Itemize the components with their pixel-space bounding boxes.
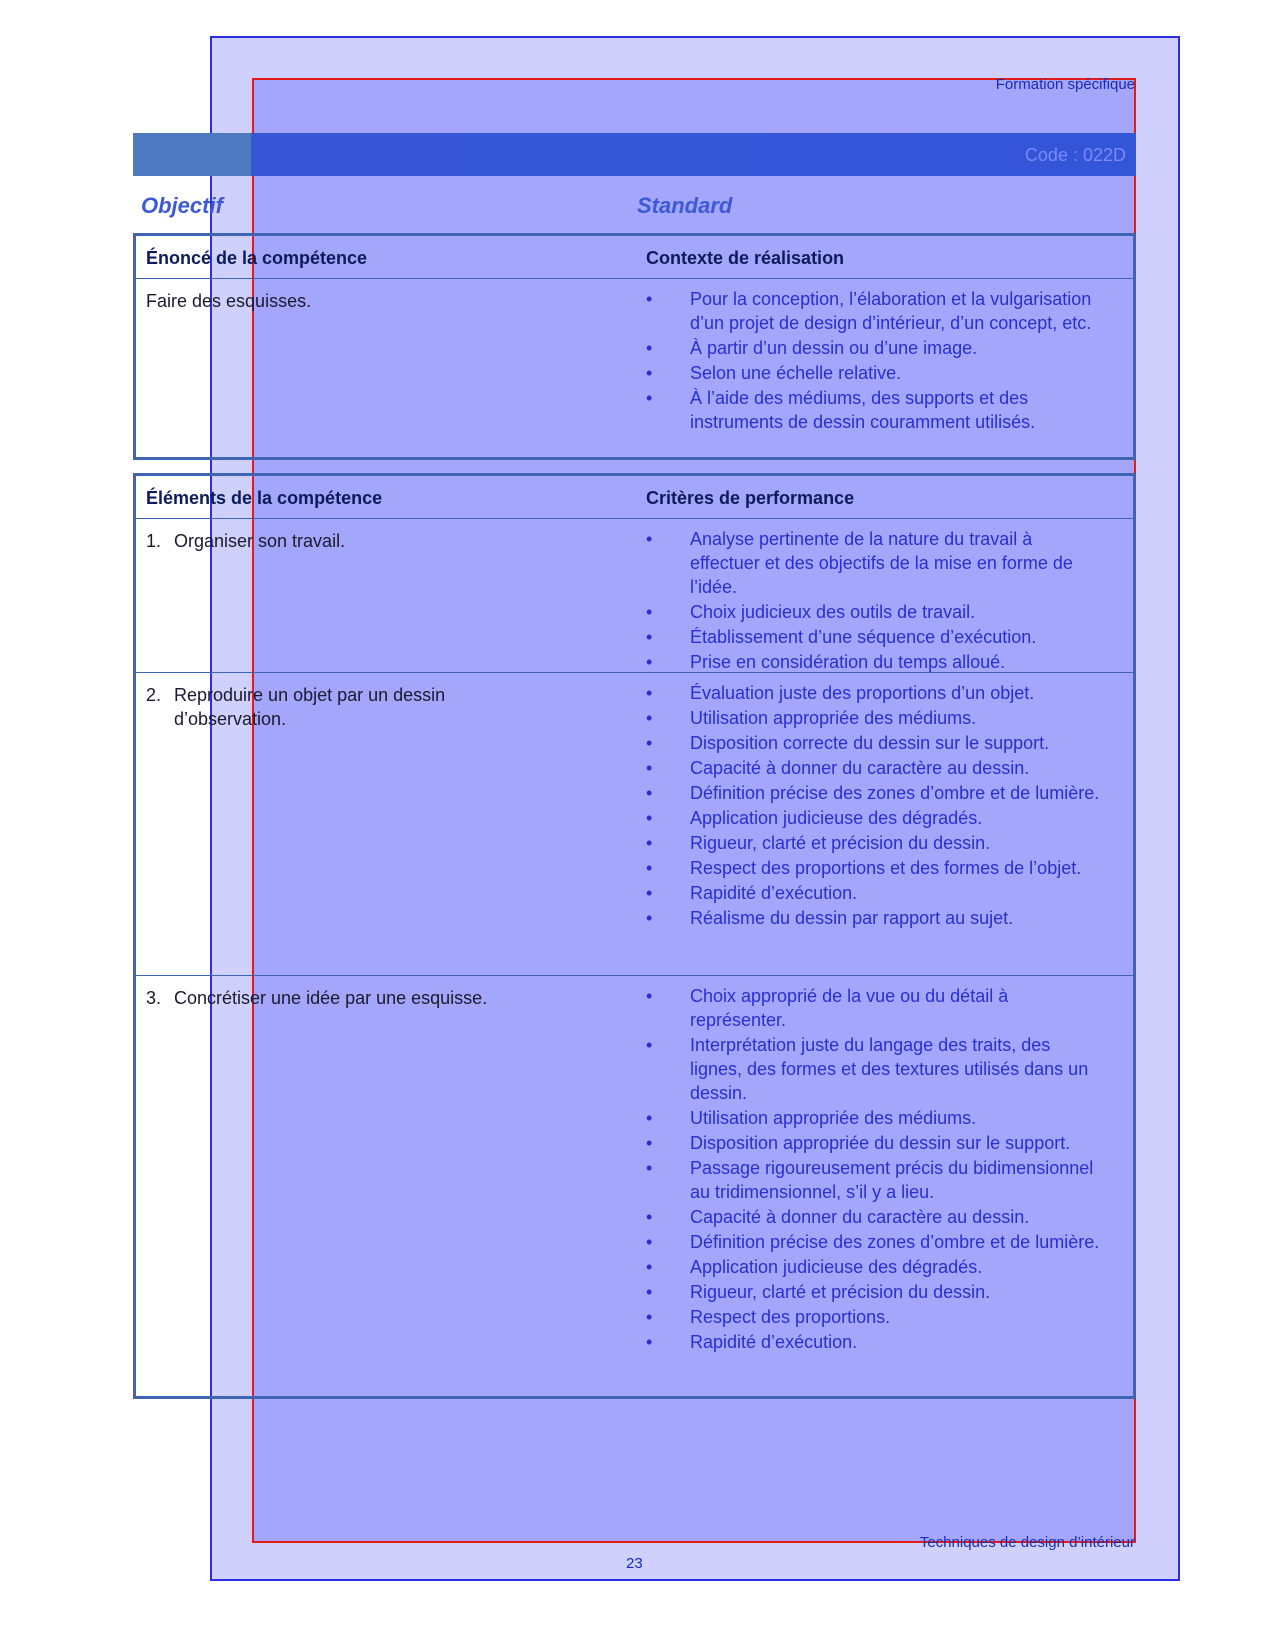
code-banner bbox=[133, 133, 1136, 176]
list-item: • Application judicieuse des dégradés. bbox=[646, 806, 1101, 830]
list-item: • Selon une échelle relative. bbox=[646, 361, 1101, 385]
element-text bbox=[146, 683, 626, 731]
criteria-list bbox=[646, 681, 1101, 931]
list-item: • Capacité à donner du caractère au dessin. bbox=[646, 1205, 1101, 1229]
page-number: 23 bbox=[626, 1555, 643, 1572]
list-item: • Rapidité d’exécution. bbox=[646, 1330, 1101, 1354]
element-label: Reproduire un objet par un dessin bbox=[174, 685, 446, 705]
header-formation-label: Formation spécifique bbox=[995, 76, 1135, 93]
competence-statement: Faire des esquisses. bbox=[146, 291, 312, 311]
table-row bbox=[136, 976, 1133, 1396]
code-label: Code : 022D bbox=[1024, 145, 1126, 165]
table-row bbox=[136, 673, 1133, 976]
list-item: • À partir d’un dessin ou d’une image. bbox=[646, 336, 1101, 360]
competence-elements-table bbox=[133, 473, 1136, 1399]
list-item: • Rigueur, clarté et précision du dessin. bbox=[646, 1280, 1101, 1304]
list-item: • Utilisation appropriée des médiums. bbox=[646, 706, 1101, 730]
list-item: • Rapidité d’exécution. bbox=[646, 881, 1101, 905]
element-text bbox=[146, 529, 626, 553]
footer-program-label: Techniques de design d’intérieur bbox=[919, 1534, 1135, 1551]
table-header bbox=[136, 476, 1133, 519]
list-item: • Disposition correcte du dessin sur le support. bbox=[646, 731, 1101, 755]
elements-heading: Éléments de la compétence bbox=[146, 488, 383, 508]
list-item: • Respect des proportions et des formes de l’objet. bbox=[646, 856, 1101, 880]
competence-statement-table bbox=[133, 233, 1136, 460]
statement-heading: Énoncé de la compétence bbox=[146, 248, 368, 268]
list-item: • Évaluation juste des proportions d’un objet. bbox=[646, 681, 1101, 705]
element-text bbox=[146, 986, 626, 1010]
list-item: • Pour la conception, l’élaboration et la vulgarisation d’un projet de design d’intérieur, d’un concept, etc. bbox=[646, 287, 1101, 335]
list-item: • À l’aide des médiums, des supports et des instruments de dessin couramment utilisés. bbox=[646, 386, 1101, 434]
context-heading: Contexte de réalisation bbox=[646, 248, 845, 268]
criteria-heading: Critères de performance bbox=[646, 488, 855, 508]
list-item: • Interprétation juste du langage des traits, des lignes, des formes et des textures utilisés dans un dessin. bbox=[646, 1033, 1101, 1105]
element-label: Concrétiser une idée par une esquisse. bbox=[174, 988, 488, 1008]
table-header bbox=[136, 236, 1133, 279]
list-item: • Définition précise des zones d’ombre et de lumière. bbox=[646, 781, 1101, 805]
list-item: • Choix approprié de la vue ou du détail à représenter. bbox=[646, 984, 1101, 1032]
element-label-continuation: d’observation. bbox=[174, 709, 287, 729]
criteria-list bbox=[646, 984, 1101, 1355]
list-item: • Prise en considération du temps alloué. bbox=[646, 650, 1101, 674]
element-number: 3. bbox=[146, 988, 162, 1008]
objectif-title: Objectif bbox=[141, 193, 223, 218]
list-item: • Définition précise des zones d’ombre et de lumière. bbox=[646, 1230, 1101, 1254]
context-list bbox=[646, 287, 1101, 435]
element-number: 1. bbox=[146, 531, 162, 551]
list-item: • Disposition appropriée du dessin sur le support. bbox=[646, 1131, 1101, 1155]
standard-title: Standard bbox=[637, 193, 733, 218]
list-item: • Choix judicieux des outils de travail. bbox=[646, 600, 1101, 624]
list-item: • Capacité à donner du caractère au dessin. bbox=[646, 756, 1101, 780]
list-item: • Rigueur, clarté et précision du dessin. bbox=[646, 831, 1101, 855]
element-number: 2. bbox=[146, 685, 162, 705]
table-row bbox=[136, 279, 1133, 457]
list-item: • Établissement d’une séquence d’exécution. bbox=[646, 625, 1101, 649]
element-label: Organiser son travail. bbox=[174, 531, 346, 551]
list-item: • Passage rigoureusement précis du bidimensionnel au tridimensionnel, s’il y a lieu. bbox=[646, 1156, 1101, 1204]
criteria-list bbox=[646, 527, 1101, 675]
table-row bbox=[136, 519, 1133, 673]
list-item: • Respect des proportions. bbox=[646, 1305, 1101, 1329]
list-item: • Réalisme du dessin par rapport au sujet. bbox=[646, 906, 1101, 930]
list-item: • Application judicieuse des dégradés. bbox=[646, 1255, 1101, 1279]
list-item: • Analyse pertinente de la nature du travail à effectuer et des objectifs de la mise en forme de l’idée. bbox=[646, 527, 1101, 599]
list-item: • Utilisation appropriée des médiums. bbox=[646, 1106, 1101, 1130]
